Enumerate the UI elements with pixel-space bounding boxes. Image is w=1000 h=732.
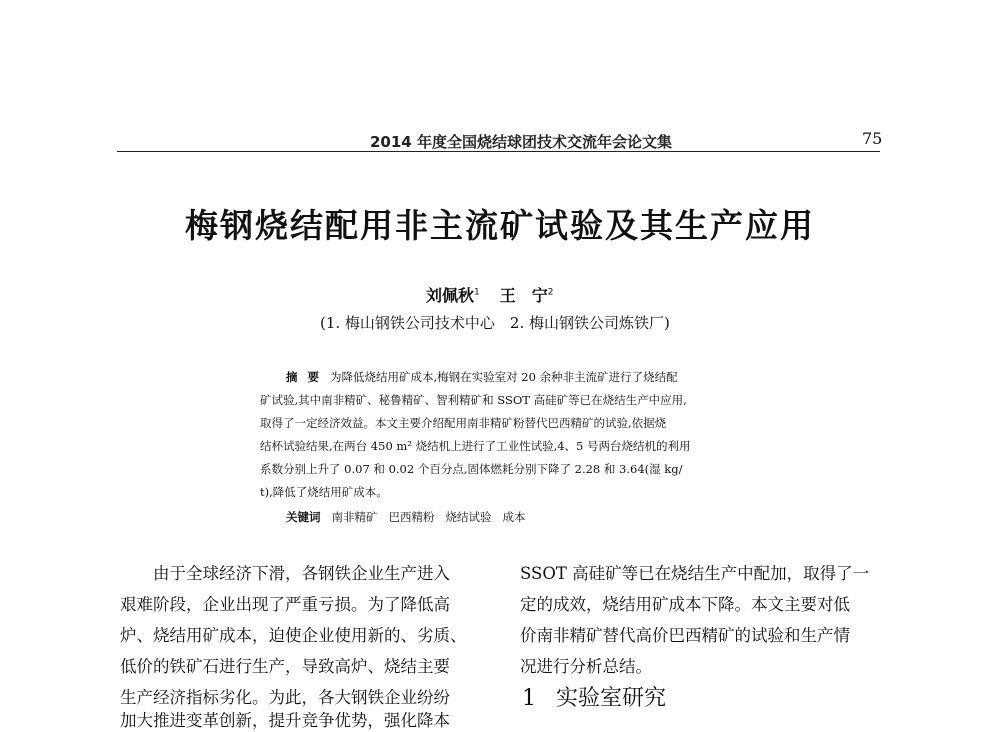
author-name: 王 宁	[499, 286, 548, 305]
body-text-line: SSOT 高硅矿等已在烧结生产中配加，取得了一	[520, 564, 870, 583]
abstract-line: 取得了一定经济效益。本文主要介绍配用南非精矿粉替代巴西精矿的试验,依据烧	[260, 416, 667, 430]
keyword: 烧结试验	[445, 510, 492, 524]
section-title: 实验室研究	[556, 686, 667, 711]
page-number: 75	[862, 129, 883, 148]
section-number: 1	[522, 686, 536, 711]
body-text-line: 炉、烧结用矿成本，迫使企业使用新的、劣质、	[120, 626, 467, 645]
paper-title: 梅钢烧结配用非主流矿试验及其生产应用	[185, 206, 815, 245]
abstract-line: 摘 要 为降低烧结用矿成本,梅钢在实验室对 20 余种非主流矿进行了烧结配	[286, 370, 678, 384]
author-name: 刘佩秋	[426, 286, 475, 305]
body-text-line: 生产经济指标劣化。为此，各大钢铁企业纷纷	[120, 688, 450, 707]
keyword: 南非精矿	[331, 510, 378, 524]
abstract-line: t),降低了烧结用矿成本。	[260, 485, 388, 499]
abstract-line: 矿试验,其中南非精矿、秘鲁精矿、智利精矿和 SSOT 高硅矿等已在烧结生产中应用,	[260, 393, 687, 407]
abstract-line: 系数分别上升了 0.07 和 0.02 个百分点,固体燃耗分别下降了 2.28 和 3.64(湿 kg/	[260, 462, 683, 476]
keyword: 成本	[502, 510, 526, 524]
abstract-label: 摘 要	[286, 370, 319, 384]
body-text-line: 加大推进变革创新，提升竞争优势，强化降本	[120, 711, 450, 730]
author-line	[426, 283, 554, 306]
affiliation: (1. 梅山钢铁公司技术中心 2. 梅山钢铁公司炼铁厂)	[320, 314, 670, 332]
body-text-line: 艰难阶段，企业出现了严重亏损。为了降低高	[120, 595, 450, 614]
running-head: 2014 年度全国烧结球团技术交流年会论文集	[370, 133, 672, 151]
body-text-line: 低价的铁矿石进行生产，导致高炉、烧结主要	[120, 657, 450, 676]
author-affil-mark: 1	[474, 287, 480, 298]
body-text-line: 由于全球经济下滑，各钢铁企业生产进入	[120, 564, 450, 583]
body-text-line: 况进行分析总结。	[520, 657, 652, 676]
section-heading	[522, 681, 666, 712]
author-affil-mark: 2	[547, 287, 554, 298]
keywords-line	[286, 509, 526, 525]
body-text-line: 价南非精矿替代高价巴西精矿的试验和生产情	[520, 626, 850, 645]
keywords-label: 关键词	[286, 510, 321, 524]
body-text-line: 定的成效，烧结用矿成本下降。本文主要对低	[520, 595, 850, 614]
abstract-line: 结杯试验结果,在两台 450 m² 烧结机上进行了工业性试验,4、5 号两台烧结机的利用	[260, 439, 691, 453]
header-rule	[117, 151, 880, 152]
keyword: 巴西精粉	[388, 510, 435, 524]
